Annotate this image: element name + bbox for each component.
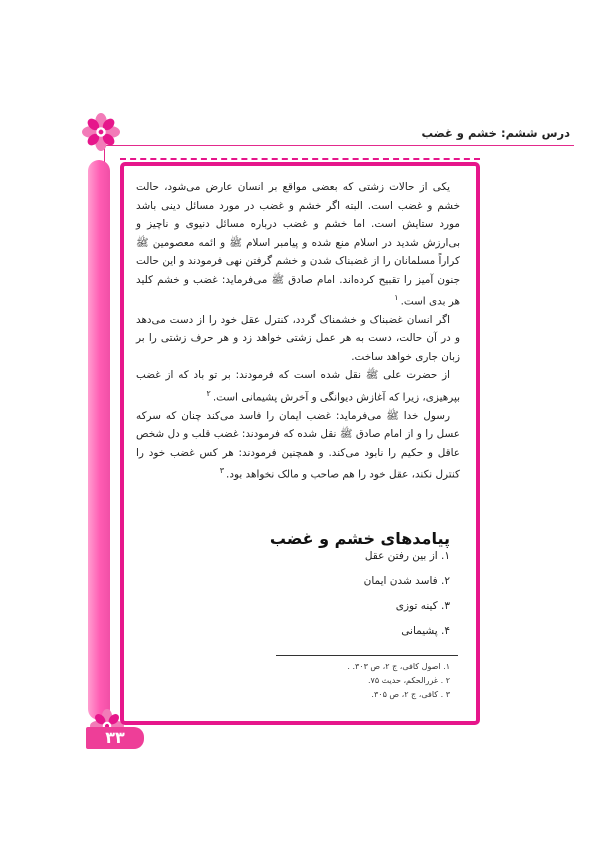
paragraph [136, 366, 460, 406]
paragraph [136, 407, 460, 484]
list-item: ۳. کینه توزی [395, 600, 450, 612]
footnote: ۳ . کافی، ج ۲، ص ۳۰۵. [371, 690, 450, 699]
list-item: ۲. فاسد شدن ایمان [363, 575, 450, 587]
footnote-ref: ۱ [394, 293, 399, 302]
footnote: ۲ . غررالحکم، حدیث ۷۵. [368, 676, 450, 685]
frame-dashed-border [120, 158, 480, 161]
paragraph [136, 311, 460, 367]
list-item: ۱. از بین رفتن عقل [364, 550, 450, 562]
paragraph [136, 178, 460, 311]
side-decoration-bar [88, 160, 110, 720]
footnote-rule [276, 655, 458, 656]
page-title: درس ششم: خشم و غضب [421, 126, 570, 140]
consequences-list [130, 544, 450, 644]
paragraph-text: از حضرت علی ﷺ نقل شده است که فرمودند: بر تو باد که از غضب بپرهیزی، زیرا که آغازش دیوانگی و آخرش پشیمانی است. [136, 369, 460, 404]
paragraph-text: اگر انسان غضبناک و خشمناک گردد، کنترل عقل خود را از دست می‌دهد و در آن حالت، دست به هر عمل زشتی خواهد زد و هر حرف زشتی را بر زبان جاری خواهد ساخت. [136, 313, 460, 363]
section-heading: پیامدهای خشم و غضب [269, 529, 450, 548]
footnote: ۱. اصول کافی، ج ۲، ص ۳۰۳. . [347, 662, 450, 671]
footnote-ref: ۳ [219, 466, 225, 476]
header-rule [100, 145, 574, 146]
footnote-ref: ۲ [206, 388, 211, 398]
main-text [136, 178, 460, 484]
footnotes [130, 660, 450, 702]
paragraph-text: رسول خدا ﷺ می‌فرماید: غضب ایمان را فاسد می‌کند چنان که سرکه عسل را و از امام صادق ﷺ نقل شده که فرمودند: غضب قلب و دل شخص عاقل و حکیم را نابود می‌کند. و همچنین فرمودند: هر کس غضب خود را کنترل نکند، عقل خود را هم صاحب و مالک نخواهد بود. [136, 409, 460, 481]
flower-top-icon [82, 113, 120, 151]
list-item: ۴. پشیمانی [401, 625, 450, 637]
page-number: ۳۳ [86, 727, 144, 749]
paragraph-text: یکی از حالات زشتی که بعضی مواقع بر انسان عارض می‌شود، حالت خشم و غضب است. البته اگر خشم و غضب در مورد مسائل دینی باشد مورد ستایش است. اما خشم و غضب درباره مسائل دنیوی و ناچیز و بی‌ارزش شدید در اسلام منع شده و پیامبر اسلام ﷺ و ائمه معصومین ﷺ کراراً مسلمانان را از غضبناک شدن و خشم گرفتن نهی فرمودند و این حالت جنون آمیز را تقبیح کرده‌اند. امام صادق ﷺ می‌فرماید: غضب و خشم کلید هر بدی است. [136, 181, 460, 308]
